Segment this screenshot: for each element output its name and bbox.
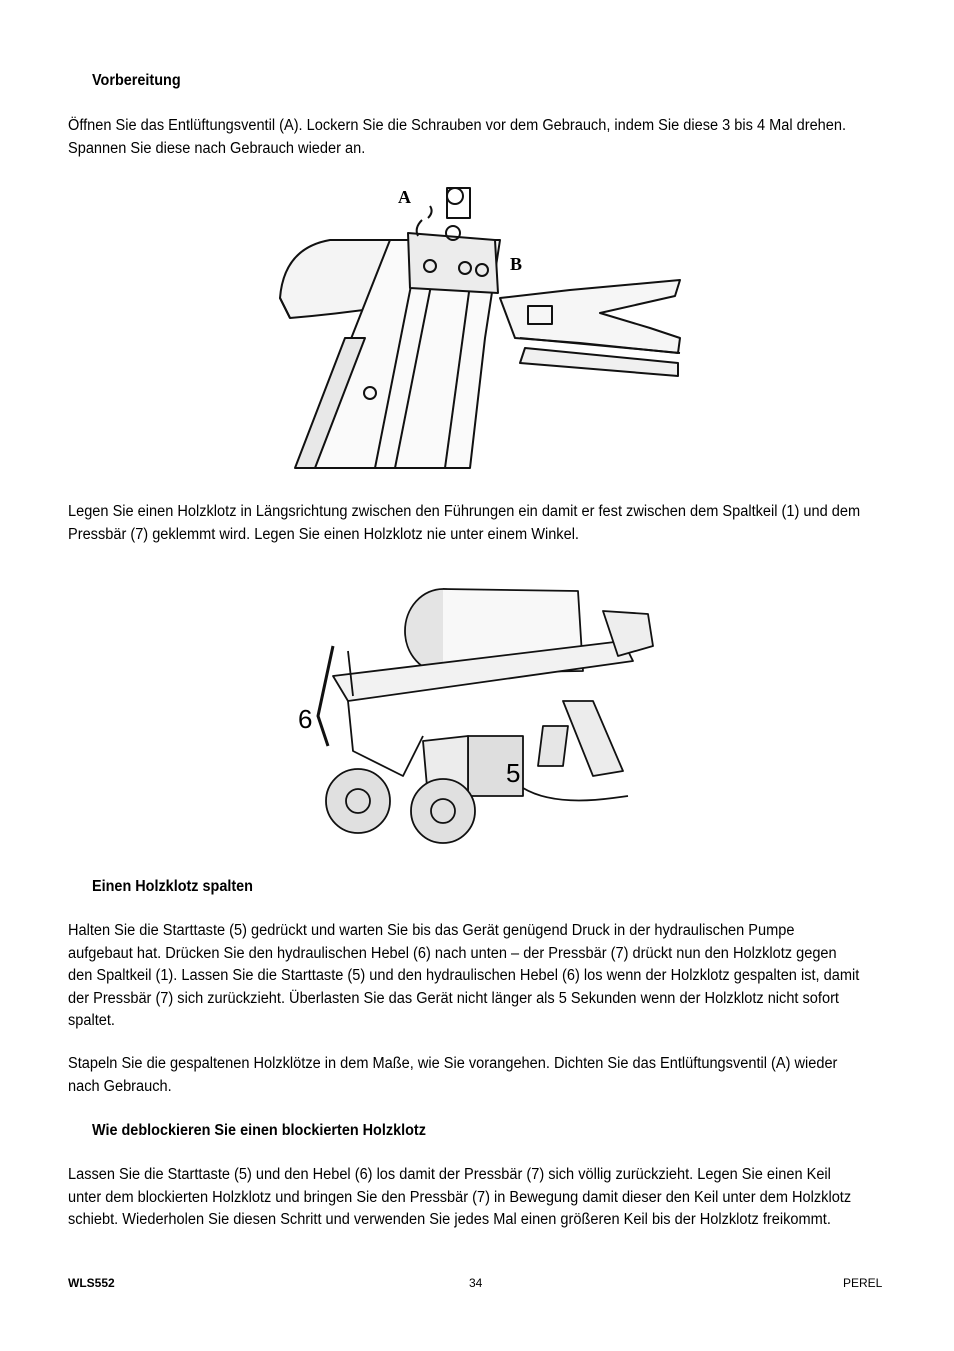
paragraph-splitting-1: Halten Sie die Starttaste (5) gedrückt und warten Sie bis das Gerät genügend Druck in der hydraulischen Pumpe aufgebaut hat. Drücken Sie den hydraulischen Hebel (6) nach unten – der Pressbär (7) drückt nun den Holzklotz gegen den Spaltkeil (1). Lassen Sie die Starttaste (5) und den hydraulischen Hebel (6) los wenn der Holzklotz gespalten ist, damit der Pressbär (7) sich zurückzieht. Überlasten Sie das Gerät nicht länger als 5 Sekunden wenn der Holzklotz nicht sofort spaltet. [68, 922, 860, 1029]
footer-model: WLS552 [68, 1276, 115, 1290]
label-6: 6 [298, 704, 313, 734]
label-5: 5 [506, 758, 521, 788]
paragraph-splitting-2: Stapeln Sie die gespaltenen Holzklötze in dem Maße, wie Sie vorangehen. Dichten Sie das Entlüftungsventil (A) wieder nach Gebrauch. [68, 1055, 838, 1095]
footer-page-number: 34 [469, 1276, 483, 1290]
label-a: A [398, 187, 411, 207]
heading-unblocking: Wie deblockieren Sie einen blockierten Holzklotz [92, 1122, 426, 1139]
figure-log-splitter [293, 566, 660, 852]
label-b: B [510, 254, 523, 274]
heading-splitting: Einen Holzklotz spalten [92, 878, 253, 895]
paragraph-preparation: Öffnen Sie das Entlüftungsventil (A). Lockern Sie die Schrauben vor dem Gebrauch, indem Sie diese 3 bis 4 Mal drehen. Spannen Sie diese nach Gebrauch wieder an. [68, 117, 847, 157]
bleed-valve-illustration [270, 178, 685, 476]
footer-brand: PEREL [843, 1276, 883, 1290]
figure-bleed-valve [270, 178, 685, 476]
heading-preparation: Vorbereitung [92, 72, 181, 89]
paragraph-placement: Legen Sie einen Holzklotz in Längsrichtung zwischen den Führungen ein damit er fest zwischen dem Spaltkeil (1) und dem Pressbär (7) geklemmt wird. Legen Sie einen Holzklotz nie unter einem Winkel. [68, 503, 861, 543]
log-splitter-illustration [293, 566, 660, 852]
paragraph-unblocking: Lassen Sie die Starttaste (5) und den Hebel (6) los damit der Pressbär (7) sich völlig zurückzieht. Legen Sie einen Keil unter dem blockierten Holzklotz und bringen Sie den Pressbär (7) in Bewegung damit dieser den Keil unter dem Holzklotz schiebt. Wiederholen Sie diesen Schritt und verwenden Sie jedes Mal einen größeren Keil bis der Holzklotz freikommt. [68, 1166, 852, 1228]
